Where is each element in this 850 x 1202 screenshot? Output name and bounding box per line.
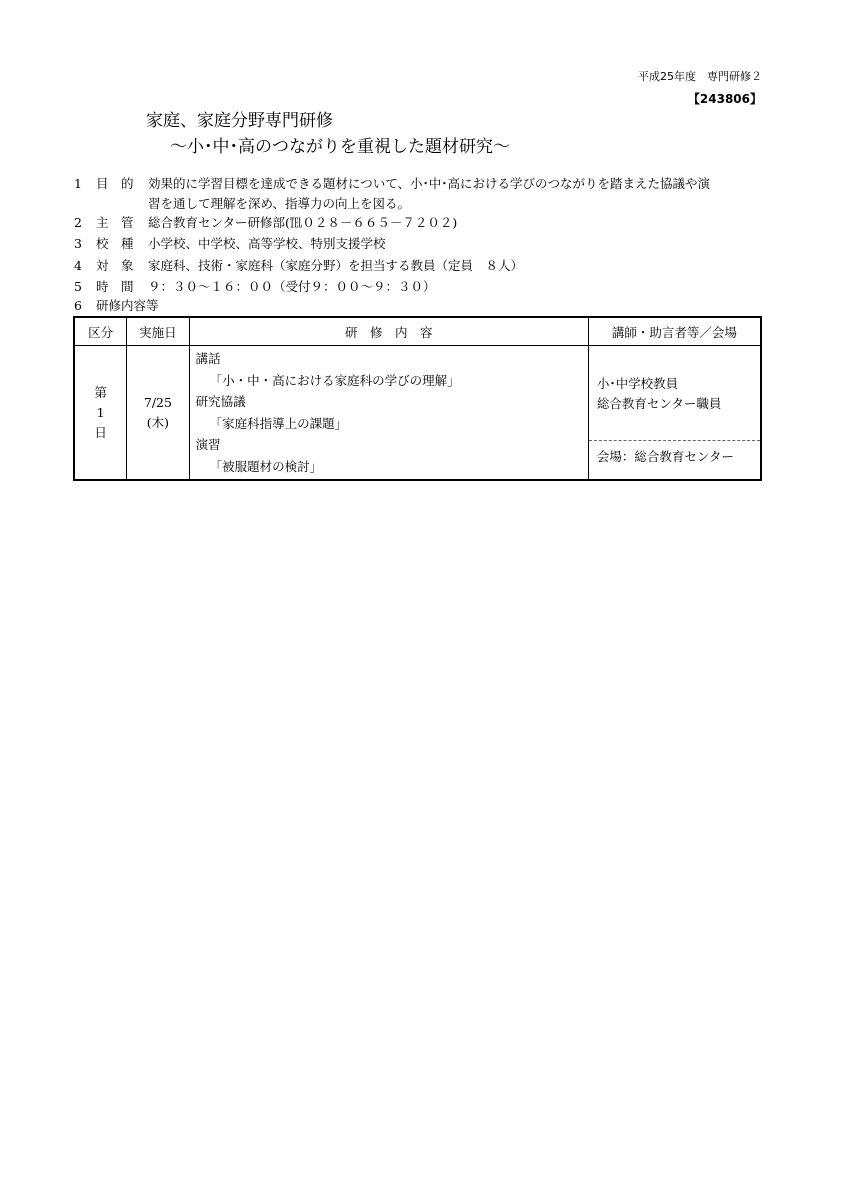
staff-name: 総合教育センター職員 [596,396,722,411]
item-number: 4 [74,258,82,273]
item-label: 時 間 [96,279,134,294]
item-label: 対 象 [96,258,134,273]
item-time [74,277,436,297]
item-content: 総合教育センター研修部(℡０２８－６６５－７２０２) [148,215,458,230]
item-school-type [74,234,386,254]
item-label: 校 種 [96,236,134,251]
item-label: 研修内容等 [96,298,159,313]
header-kubun: 区分 [74,317,127,346]
venue: 会場：総合教育センター [596,449,734,464]
header-content: 研 修 内 容 [189,317,588,346]
content-line: 講話 [195,351,221,366]
course-code: 【243806】 [687,92,762,106]
date-value: 7/25 [143,394,172,410]
content-line: 「被服題材の検討」 [209,458,323,474]
kubun-char: 1 [96,404,105,420]
content-line: 演習 [195,437,221,452]
cell-kubun [74,346,127,481]
item-number: 6 [74,298,82,313]
cell-date [127,346,189,481]
cell-content [189,346,588,481]
course-subtitle: ～小･中･高のつながりを重視した題材研究～ [170,137,510,157]
item-number: 3 [74,236,82,251]
item-content: ９：３０～１６：００（受付９：００～９：３０） [148,279,436,294]
document-reference: 平成25年度 専門研修２ [638,70,762,83]
kubun-char: 日 [94,424,107,440]
item-content: 家庭科、技術・家庭科（家庭分野）を担当する教員（定員 ８人） [148,258,524,273]
dashed-divider [589,440,760,441]
course-title: 家庭、家庭分野専門研修 [146,111,333,131]
staff-name: 小･中学校教員 [596,376,679,391]
item-number: 1 [74,176,82,191]
header-staff: 講師・助言者等／会場 [588,317,761,346]
table-row [74,346,761,481]
item-label: 目 的 [96,176,134,191]
item-purpose-continued: 習を通して理解を深め、指導力の向上を図る。 [148,196,411,211]
item-target [74,256,523,276]
cell-staff [588,346,761,481]
item-content: 効果的に学習目標を達成できる題材について、小･中･高における学びのつながりを踏まえた協議や演 [148,176,711,191]
schedule-table [73,316,762,481]
header-date: 実施日 [127,317,189,346]
content-line: 「小・中・高における家庭科の学びの理解」 [209,372,460,388]
item-organizer [74,213,457,233]
item-training-content [74,296,159,316]
kubun-char: 第 [94,384,107,400]
item-content: 小学校、中学校、高等学校、特別支援学校 [148,236,386,251]
content-line: 研究協議 [195,394,246,409]
item-number: 5 [74,279,82,294]
content-line: 「家庭科指導上の課題」 [209,415,348,431]
item-purpose [74,174,710,194]
item-label: 主 管 [96,215,134,230]
date-weekday: (木) [146,414,170,430]
table-header-row [74,317,761,346]
item-number: 2 [74,215,82,230]
